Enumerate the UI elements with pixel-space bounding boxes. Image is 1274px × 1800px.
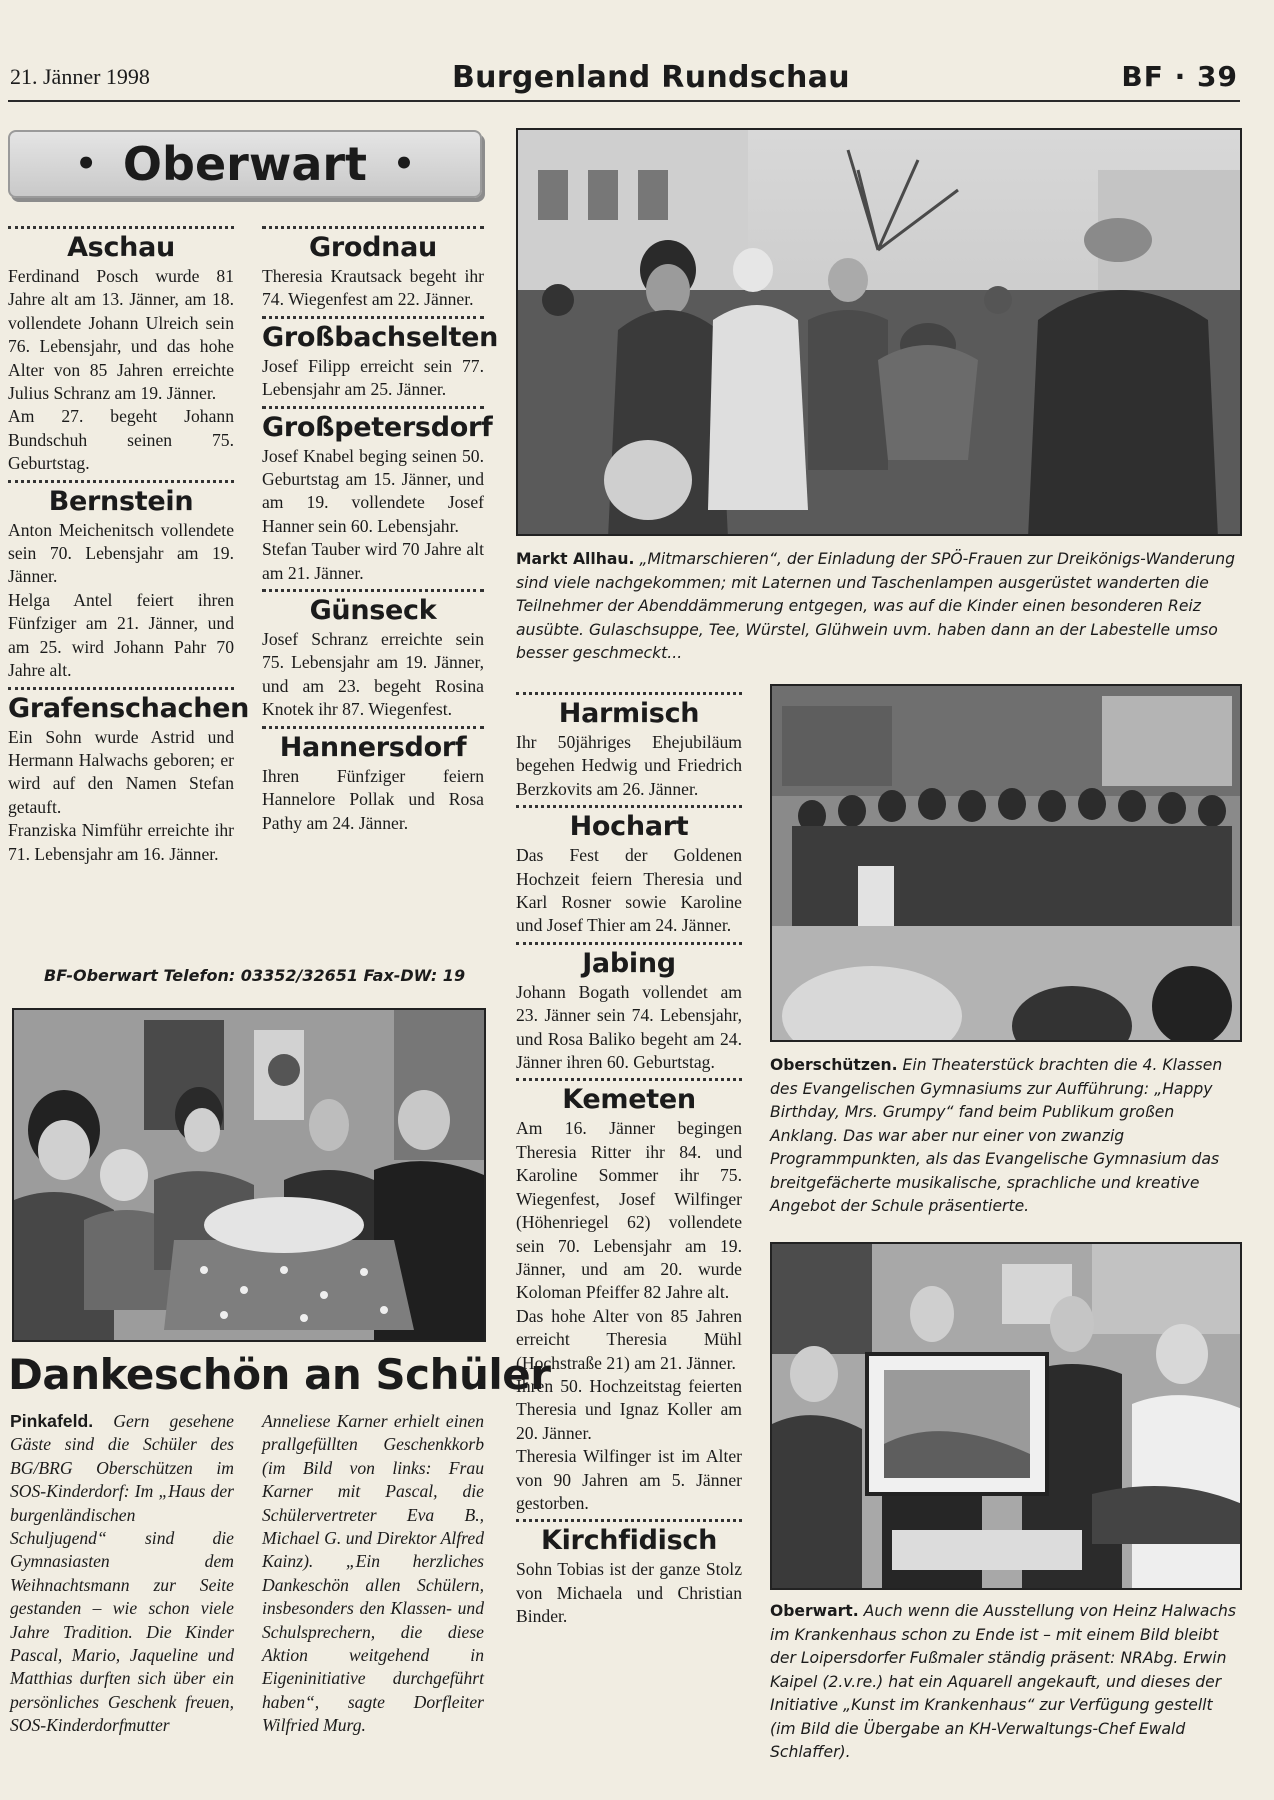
notice-text: Josef Filipp erreicht sein 77. Lebensjahr am 25. Jänner. (262, 355, 484, 400)
place-heading: Harmisch (558, 698, 700, 729)
notice-text: Theresia Wilfinger ist im Alter von 90 Jahren am 5. Jänner gestorben. (516, 1446, 742, 1513)
article-body: Anneliese Karner erhielt einen prallgefüllten Geschenkkorb (im Bild von links: Frau Karner mit Pascal, die Schülervertreter Eva B., Michael G. und Direktor Alfred Kainz). „Ein herzliches Dankeschön allen Schülern, insbesonders den Klassen- und Schulsprechern, die diese Aktion weitgehend in Eigeninitiative durchgeführt haben“, sagte Dorfleiter Wilfried Murg. (262, 1411, 484, 1736)
issue-date: 21. Jänner 1998 (10, 64, 150, 89)
caption-text: Auch wenn die Ausstellung von Heinz Halwachs im Krankenhaus schon zu Ende ist – mit einem Bild bleibt der Loipersdorfer Fußmaler ständig präsent: NRAbg. Erwin Kaipel (2.v.re.) hat ein Aquarell angekauft, und dieses der Initiative „Kunst im Krankenhaus“ zur Verfügung gestellt (im Bild die Übergabe an KH-Verwaltungs-Chef Ewald Schlaffer). (770, 1602, 1237, 1761)
notice-text: Anton Meichenitsch vollendete sein 70. Lebensjahr am 19. Jänner. (8, 519, 234, 587)
article-place: Pinkafeld. (10, 1411, 94, 1431)
photo-markt-allhau (516, 128, 1242, 536)
article-body-end: SOS-Kinderdorfmutter (10, 1715, 170, 1736)
place-heading: Jabing (582, 947, 676, 979)
header-rule (8, 100, 1240, 102)
article-body: Gern gesehene Gäste sind die Schüler des BG/BRG Oberschützen im SOS-Kinderdorf: Im „Haus der burgenländischen Schuljugend“ sind die Gymnasiasten dem Weihnachtsmann zur Seite gestanden – wie schon viele Jahre Tradition. Die Kinder Pascal, Mario, Jaqueline und Matthias durften sich über ein persönliches Geschenk freuen, (10, 1411, 234, 1712)
divider (516, 805, 742, 808)
phone-line: BF-Oberwart Telefon: 03352/32651 Fax-DW: 19 (44, 966, 466, 985)
place-heading: Günseck (309, 595, 437, 627)
caption-place: Oberschützen. (770, 1056, 898, 1074)
divider (516, 692, 742, 695)
notice-text: Theresia Krautsack begeht ihr 74. Wiegenfest am 22. Jänner. (262, 266, 484, 310)
divider (262, 316, 484, 319)
caption-markt-allhau (516, 548, 1242, 666)
place-heading: Kemeten (562, 1084, 696, 1116)
column-1 (8, 222, 250, 866)
notice-text: Helga Antel feiert ihren Fünfziger am 21. Jänner, und am 25. wird Johann Pahr 70 Jahre alt. (8, 589, 234, 681)
page-number: BF · 39 (1121, 60, 1238, 93)
notice-text: Stefan Tauber wird 70 Jahre alt am 21. Jänner. (262, 539, 484, 583)
divider (8, 687, 234, 690)
caption-oberwart (770, 1600, 1242, 1765)
place-heading: Hannersdorf (279, 731, 467, 763)
divider (262, 226, 484, 229)
article-headline: Dankeschön an Schüler (8, 1350, 551, 1399)
notice-text: Ihr 50jähriges Ehejubiläum begehen Hedwig und Friedrich Berzkovits am 26. Jänner. (516, 732, 742, 799)
photo-oberschuetzen (770, 684, 1242, 1042)
banner-bullet-left: • (75, 144, 97, 184)
divider (8, 480, 234, 483)
place-heading: Aschau (67, 232, 175, 263)
caption-oberschuetzen (770, 1054, 1242, 1219)
section-banner (8, 130, 482, 198)
column-3 (516, 688, 742, 1629)
notice-text: Franziska Nimführ erreichte ihr 71. Lebensjahr am 16. Jänner. (8, 820, 234, 864)
notice-text: Am 16. Jänner begingen Theresia Ritter ihr 84. und Karoline Sommer ihr 75. Wiegenfest, Josef Wilfinger (Höhenriegel 62) vollendete sein 70. Lebensjahr am 19. Jänner, und am 20. wurde Koloman Pfeiffer 82 Jahre alt. (516, 1118, 742, 1303)
notice-text: Ihren Fünfziger feiern Hannelore Pollak und Rosa Pathy am 24. Jänner. (262, 765, 484, 833)
notice-text: Ein Sohn wurde Astrid und Hermann Halwachs geboren; er wird auf den Namen Stefan getauft. (8, 726, 234, 817)
notice-text: Ferdinand Posch wurde 81 Jahre alt am 13. Jänner, am 18. vollendete Johann Ulreich sein 76. Lebensjahr, und das hohe Alter von 85 Jahren erreichte Julius Schranz am 19. Jänner. (8, 266, 234, 404)
divider (262, 589, 484, 592)
caption-place: Oberwart. (770, 1602, 859, 1620)
notice-text: Josef Knabel beging seinen 50. Geburtstag am 15. Jänner, und am 19. vollendete Josef Hanner sein 60. Lebensjahr. (262, 445, 484, 536)
divider (262, 406, 484, 409)
notice-text: Josef Schranz erreichte sein 75. Lebensjahr am 19. Jänner, und am 23. begeht Rosina Knotek ihr 87. Wiegenfest. (262, 629, 484, 720)
divider (8, 226, 234, 229)
notice-text: Johann Bogath vollendet am 23. Jänner sein 74. Lebensjahr, und Rosa Baliko begeht am 24. Jänner ihren 60. Geburtstag. (516, 981, 742, 1073)
divider (516, 942, 742, 945)
notice-text: Das Fest der Goldenen Hochzeit feiern Theresia und Karl Rosner sowie Karoline und Josef Thier am 24. Jänner. (516, 845, 742, 936)
notice-text: Ihren 50. Hochzeitstag feierten Theresia und Ignaz Koller am 20. Jänner. (516, 1375, 742, 1443)
divider (262, 726, 484, 729)
place-heading: Großpetersdorf (262, 411, 493, 443)
caption-text: Ein Theaterstück brachten die 4. Klassen des Evangelischen Gymnasiums zur Aufführung: „Happy Birthday, Mrs. Grumpy“ fand beim Publikum großen Anklang. Das war aber nur einer von zwanzig Programmpunkten, als das Evangelische Gymnasium das breitgefächerte musikalische, sprachliche und kreative Angebot der Schule präsentierte. (770, 1056, 1223, 1215)
place-heading: Kirchfidisch (540, 1525, 717, 1557)
place-heading: Großbachselten (262, 321, 499, 353)
caption-place: Markt Allhau. (516, 550, 635, 568)
photo-pinkafeld (12, 1008, 486, 1342)
article-text-right (262, 1410, 484, 1738)
notice-text: Am 27. begeht Johann Bundschuh seinen 75. Geburtstag. (8, 406, 234, 474)
banner-bullet-right: • (393, 144, 415, 184)
caption-text: „Mitmarschieren“, der Einladung der SPÖ-Frauen zur Dreikönigs-Wanderung sind viele nachgekommen; mit Laternen und Taschenlampen ausgerüstet wanderten die Teilnehmer der Abenddämmerung entgegen, was auf die Kinder einen besonderen Reiz ausübte. Gulaschsuppe, Tee, Würstel, Glühwein uvm. haben dann an der Labestelle umso besser geschmeckt... (516, 550, 1236, 662)
divider (516, 1519, 742, 1522)
divider (516, 1078, 742, 1081)
place-heading: Bernstein (48, 485, 194, 517)
notice-text: Sohn Tobias ist der ganze Stolz von Michaela und Christian Binder. (516, 1559, 742, 1627)
newspaper-title: Burgenland Rundschau (452, 60, 850, 95)
place-heading: Grodnau (309, 232, 437, 263)
place-heading: Grafenschachen (8, 692, 250, 724)
column-2 (262, 222, 499, 835)
section-title: Oberwart (122, 137, 368, 191)
place-heading: Hochart (569, 811, 689, 843)
article-text-left (10, 1410, 234, 1738)
notice-text: Das hohe Alter von 85 Jahren erreicht Theresia Mühl (Hochstraße 21) am 21. Jänner. (516, 1305, 742, 1373)
photo-oberwart (770, 1242, 1242, 1590)
